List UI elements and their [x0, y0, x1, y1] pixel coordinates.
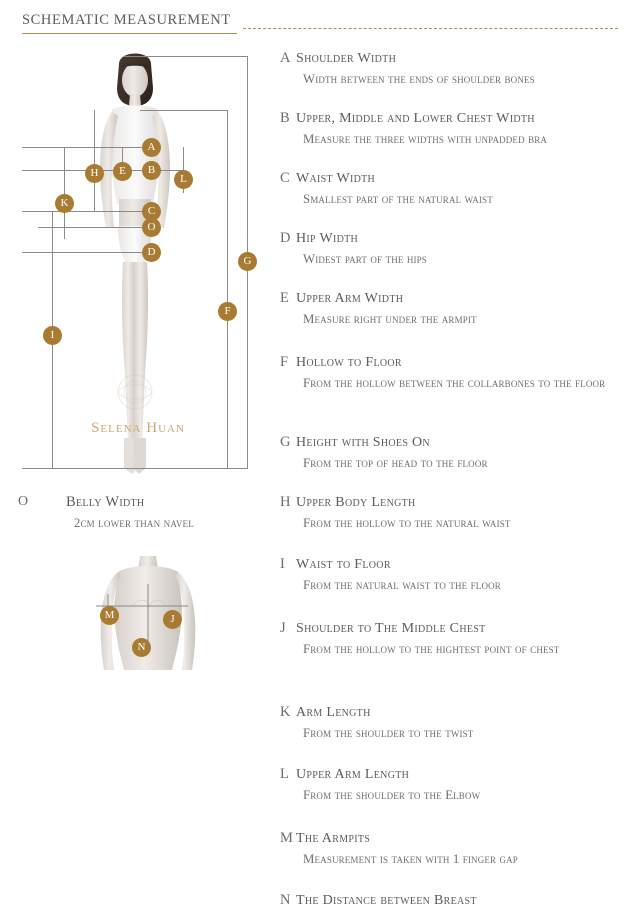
- figure-label-K: K: [55, 194, 74, 213]
- item-title: Height with Shoes On: [296, 435, 430, 450]
- figure-panel: [0, 36, 272, 916]
- figure-label-F: F: [218, 302, 237, 321]
- item-title: The Distance between Breast: [296, 893, 477, 908]
- item-letter: A: [280, 50, 291, 66]
- guide-shoulder: [22, 147, 150, 148]
- guide-top-head: [124, 56, 248, 57]
- dashed-divider: [243, 28, 618, 31]
- guide-belly: [38, 227, 150, 228]
- figure-label-I: I: [43, 326, 62, 345]
- belly-letter: O: [18, 494, 29, 509]
- item-description: From the natural waist to the floor: [303, 578, 501, 592]
- item-title: Upper Body Length: [296, 495, 416, 510]
- item-description: From the top of head to the floor: [303, 456, 488, 470]
- figure-label-B: B: [142, 161, 161, 180]
- torso-label-M: M: [100, 606, 119, 625]
- item-title: Hollow to Floor: [296, 355, 402, 370]
- item-description: Width between the ends of shoulder bones: [303, 72, 535, 86]
- guide-vertical-f: [227, 110, 228, 468]
- measurement-list: [276, 38, 632, 916]
- item-title: Hip Width: [296, 231, 359, 246]
- item-letter: K: [280, 704, 291, 720]
- item-letter: C: [280, 170, 290, 186]
- item-description: Widest part of the hips: [303, 252, 427, 266]
- title-underline: [22, 33, 237, 34]
- item-description: Measure right under the armpit: [303, 312, 477, 326]
- item-description: From the hollow to the natural waist: [303, 516, 511, 530]
- item-title: Waist Width: [296, 171, 376, 186]
- figure-label-G: G: [238, 252, 257, 271]
- item-letter: I: [280, 556, 285, 572]
- guide-floor: [22, 468, 248, 469]
- figure-label-A: A: [142, 138, 161, 157]
- item-title: Shoulder Width: [296, 51, 397, 66]
- figure-label-C: C: [142, 202, 161, 221]
- item-letter: H: [280, 494, 291, 510]
- item-letter: E: [280, 290, 289, 306]
- figure-label-O: O: [142, 218, 161, 237]
- item-letter: J: [280, 620, 286, 636]
- guide-hollow: [140, 110, 228, 111]
- item-letter: M: [280, 830, 293, 846]
- item-letter: F: [280, 354, 289, 370]
- item-description: Measurement is taken with 1 finger gap: [303, 852, 518, 866]
- guide-vertical-h: [94, 110, 95, 212]
- item-description: From the shoulder to the Elbow: [303, 788, 481, 802]
- item-title: Upper, Middle and Lower Chest Width: [296, 111, 535, 126]
- guide-waist: [22, 211, 157, 212]
- item-title: Shoulder to The Middle Chest: [296, 621, 486, 636]
- item-letter: G: [280, 434, 291, 450]
- page-header: [0, 6, 632, 36]
- page-title: SCHEMATIC MEASUREMENT: [22, 12, 231, 28]
- figure-label-D: D: [142, 243, 161, 262]
- item-title: Upper Arm Width: [296, 291, 404, 306]
- item-letter: B: [280, 110, 290, 126]
- item-title: Upper Arm Length: [296, 767, 410, 782]
- torso-label-N: N: [132, 638, 151, 657]
- item-letter: D: [280, 230, 291, 246]
- belly-description: 2cm lower than navel: [74, 516, 194, 530]
- item-description: Measure the three widths with unpadded bra: [303, 132, 548, 146]
- guide-hip: [22, 252, 150, 253]
- item-letter: L: [280, 766, 289, 782]
- item-description: From the hollow between the collarbones to the floor: [303, 376, 606, 390]
- item-letter: N: [280, 892, 291, 908]
- item-description: Smallest part of the natural waist: [303, 192, 493, 206]
- figure-label-E: E: [113, 162, 132, 181]
- item-title: Waist to Floor: [296, 557, 391, 572]
- figure-label-H: H: [85, 164, 104, 183]
- item-description: From the hollow to the hightest point of chest: [303, 642, 560, 656]
- item-title: The Armpits: [296, 831, 371, 846]
- brand-watermark: Selena Huan: [91, 420, 185, 436]
- item-description: From the shoulder to the twist: [303, 726, 474, 740]
- torso-label-J: J: [163, 610, 182, 629]
- figure-label-L: L: [174, 170, 193, 189]
- torso-figure: [88, 554, 208, 674]
- belly-title: Belly Width: [66, 494, 145, 510]
- item-title: Arm Length: [296, 705, 371, 720]
- guide-vertical-k: [64, 147, 65, 239]
